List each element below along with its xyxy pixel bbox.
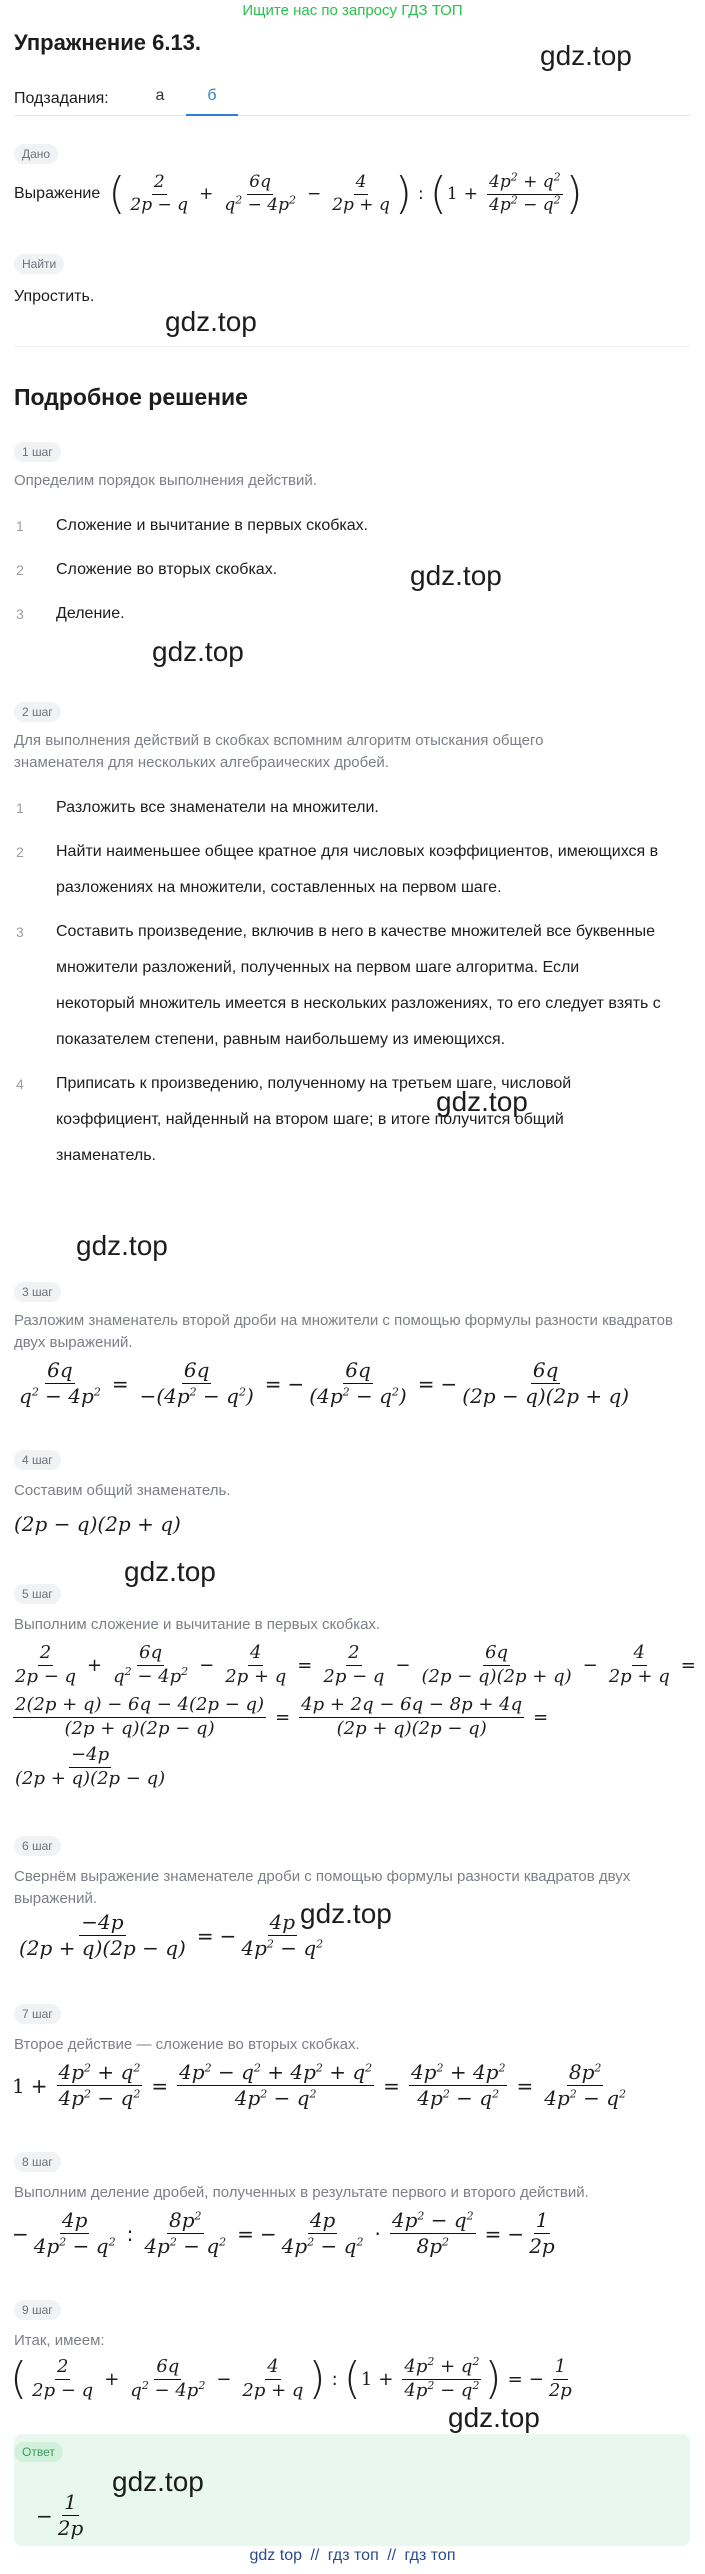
given-chip — [14, 144, 58, 164]
step-5-text: Выполним сложение и вычитание в первых скобках. — [14, 1616, 381, 1633]
watermark: gdz.top — [540, 40, 632, 71]
footer-link-gdz-top-ru[interactable]: гдз топ — [327, 2547, 379, 2564]
watermark: gdz.top — [410, 560, 502, 591]
list-item: 3 Составить произведение, включив в него в качестве множителей все буквенные множители разложений, полученных на первом шаге алгоритма. Если некоторый множитель имеется в нескольких разложениях, то его следует взять с показателем степени, равным наибольшему из имеющихся. — [16, 923, 661, 1048]
tab-b[interactable]: б — [186, 82, 238, 116]
watermark: gdz.top — [300, 1898, 392, 1929]
watermark: gdz.top — [165, 306, 257, 337]
step-5-line-2: $\frac{2(2p + q) - 6q - 4(2p - q)}{(2p + q)(2p - q)}$ = $\frac{4p + 2q - 6q - 8p + 4q}{(2p + q)(2p - q)}$ = — [15, 1694, 549, 1739]
list-item: 4 Приписать к произведению, полученному на третьем шаге, числовой коэффициент, найденный на втором шаге; в итоге получится общий знаменатель. — [16, 1075, 572, 1164]
footer-link-gdz-top[interactable]: gdz top — [249, 2547, 302, 2564]
solution-title: Подробное решение — [14, 384, 248, 410]
step-8-chip-label: 8 шаг — [14, 2152, 61, 2172]
step-2-text: Для выполнения действий в скобках вспомним алгоритм отыскания общего знаменателя для нескольких алгебраических дробей. — [14, 732, 544, 771]
given-chip-label: Дано — [14, 144, 58, 164]
find-text: Упростить. — [14, 288, 95, 305]
watermark: gdz.top — [76, 1230, 168, 1261]
answer-chip-label: Ответ — [14, 2442, 63, 2462]
step-4-chip-label: 4 шаг — [14, 1450, 61, 1470]
step-6-chip — [14, 1836, 61, 1856]
step-9-chip-label: 9 шаг — [14, 2300, 61, 2320]
footer-separator: // — [387, 2547, 397, 2564]
list-item: 3 Деление. — [16, 605, 125, 622]
list-item: 2 Сложение во вторых скобках. — [16, 561, 278, 578]
step-7-formula: 1 + $\frac{4p^2 + q^2}{4p^2 - q^2}$ = $\frac{4p^2 - q^2 + 4p^2 + q^2}{4p^2 - q^2}$ = $\frac{4p^2 + 4p^2}{4p^2 - q^2}$ = $\frac{8p^2}{4p^2 - q^2}$ — [12, 2060, 627, 2110]
step-3-text: Разложим знаменатель второй дроби на множители с помощью формулы разности квадратов двух выражений. — [14, 1312, 673, 1351]
footer-separator: // — [310, 2547, 320, 2564]
step-1-list — [0, 508, 368, 632]
watermark: gdz.top — [436, 1086, 528, 1117]
watermark: gdz.top — [152, 636, 244, 667]
step-2-chip-label: 2 шаг — [14, 702, 61, 722]
step-7-text: Второе действие — сложение во вторых скобках. — [14, 2036, 360, 2053]
step-5-line-1: $\frac{2}{2p - q}$ + $\frac{6q}{q^2 - 4p^2}$ − $\frac{4}{2p + q}$ = $\frac{2}{2p - q}$ − $\frac{6q}{(2p - q)(2p + q)}$ − $\frac{4}{2p + q}$ = — [15, 1642, 696, 1687]
step-9-text: Итак, имеем: — [14, 2332, 105, 2349]
given-prefix: Выражение — [14, 185, 101, 202]
step-5-chip-label: 5 шаг — [14, 1584, 61, 1604]
step-3-chip-label: 3 шаг — [14, 1282, 61, 1302]
step-5-line-3: $\frac{-4p}{(2p + q)(2p - q)}$ — [15, 1744, 166, 1789]
step-1-chip-label: 1 шаг — [14, 442, 61, 462]
answer-formula: − $\frac{1}{2p}$ — [36, 2490, 84, 2540]
step-8-formula: − $\frac{4p}{4p^2 - q^2}$ : $\frac{8p^2}{4p^2 - q^2}$ = − $\frac{4p}{4p^2 - q^2}$ · $\frac{4p^2 - q^2}{8p^2}$ = − $\frac{1}{2p}$ — [12, 2208, 555, 2258]
step-2-list — [0, 790, 700, 1174]
step-9-chip — [14, 2300, 61, 2320]
list-item: 1 Разложить все знаменатели на множители. — [16, 799, 379, 816]
search-banner[interactable]: Ищите нас по запросу ГДЗ ТОП — [242, 2, 463, 19]
step-3-formula: $\frac{6q}{q^2 - 4p^2}$ = $\frac{6q}{-(4p^2 - q^2)}$ = − $\frac{6q}{(4p^2 - q^2)}$ = − $\frac{6q}{(2p - q)(2p + q)}$ — [19, 1358, 630, 1408]
step-7-chip — [14, 2004, 61, 2024]
footer-link-gdz-top-ru-2[interactable]: гдз топ — [404, 2547, 456, 2564]
step-7-chip-label: 7 шаг — [14, 2004, 61, 2024]
step-4-text: Составим общий знаменатель. — [14, 1482, 231, 1499]
step-4-chip — [14, 1450, 61, 1470]
step-8-text: Выполним деление дробей, полученных в результате первого и второго действий. — [14, 2184, 589, 2201]
divider — [14, 346, 690, 347]
watermark: gdz.top — [124, 1556, 216, 1587]
step-1-chip — [14, 442, 61, 462]
footer-links — [0, 2547, 705, 2565]
tab-a[interactable]: а — [155, 86, 165, 104]
find-chip — [14, 254, 64, 274]
step-8-chip — [14, 2152, 61, 2172]
find-chip-label: Найти — [14, 254, 64, 274]
step-6-chip-label: 6 шаг — [14, 1836, 61, 1856]
step-4-formula: (2p − q)(2p + q) — [14, 1512, 181, 1536]
watermark: gdz.top — [112, 2466, 204, 2497]
subtask-tabs — [14, 82, 691, 116]
given-expression — [14, 168, 583, 219]
step-6-formula: $\frac{-4p}{(2p + q)(2p - q)}$ = − $\frac{4p}{4p^2 - q^2}$ — [19, 1910, 324, 1960]
answer-chip — [14, 2442, 63, 2462]
step-5-chip — [14, 1584, 61, 1604]
given-formula: ( $\frac{2}{2p - q}$ + $\frac{6q}{q^2 - 4p^2}$ − $\frac{4}{2p + q}$ ) : ( 1 + $\frac{4p^2 + q^2}{4p^2 - q^2}$ ) — [108, 168, 583, 219]
page-title: Упражнение 6.13. — [14, 30, 202, 55]
step-9-formula: ( $\frac{2}{2p - q}$ + $\frac{6q}{q^2 - 4p^2}$ − $\frac{4}{2p + q}$ ) : ( 1 + $\frac{4p^2 + q^2}{4p^2 - q^2}$ ) = − $\frac{1}{2p}$ — [10, 2353, 572, 2404]
list-item: 1 Сложение и вычитание в первых скобках. — [16, 517, 369, 534]
subtask-label: Подзадания: — [14, 89, 109, 107]
step-1-text: Определим порядок выполнения действий. — [14, 472, 317, 489]
step-3-chip — [14, 1282, 61, 1302]
step-2-chip — [14, 702, 61, 722]
watermark: gdz.top — [448, 2402, 540, 2433]
step-6-text: Свернём выражение знаменателе дроби с помощью формулы разности квадратов двух выражений. — [14, 1868, 631, 1907]
list-item: 2 Найти наименьшее общее кратное для числовых коэффициентов, имеющихся в разложениях на множители, составленных на первом шаге. — [16, 843, 659, 896]
